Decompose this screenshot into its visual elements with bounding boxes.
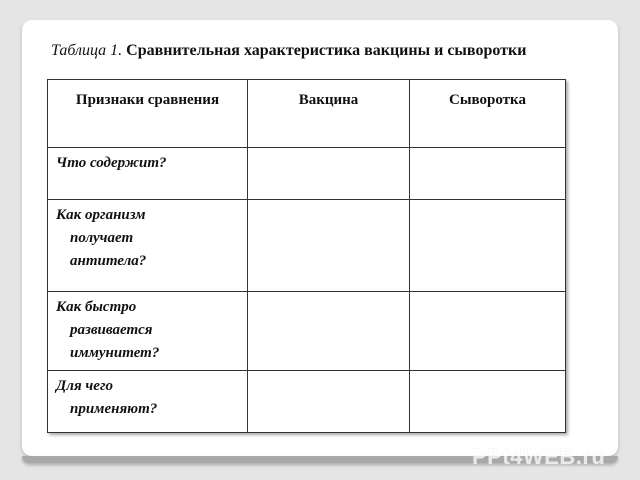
row-label-line: Как организм: [56, 207, 146, 223]
row-label-line: антитела?: [70, 253, 147, 269]
row-label-line: Что содержит?: [56, 155, 167, 171]
row-label-line: развивается: [70, 322, 153, 338]
watermark: PPt4WEB.ru: [472, 444, 606, 469]
comparison-table: [47, 79, 566, 433]
table-row: [48, 371, 566, 433]
caption-title: Сравнительная характеристика вакцины и сыворотки: [126, 42, 527, 59]
cell-vaccine: [248, 148, 410, 200]
row-label-contents: [48, 148, 248, 200]
cell-serum: [410, 371, 566, 433]
table-row: [48, 292, 566, 371]
caption-lead: Таблица 1.: [51, 42, 123, 59]
table-caption: [51, 42, 526, 60]
row-label-line: иммунитет?: [70, 345, 160, 361]
row-label-line: Как быстро: [56, 299, 137, 315]
row-label-line: Для чего: [56, 378, 113, 394]
header-serum: Сыворотка: [410, 80, 566, 148]
cell-vaccine: [248, 200, 410, 292]
header-vaccine: Вакцина: [248, 80, 410, 148]
row-label-immunity-speed: [48, 292, 248, 371]
table-row: [48, 148, 566, 200]
row-label-purpose: [48, 371, 248, 433]
cell-vaccine: [248, 292, 410, 371]
cell-vaccine: [248, 371, 410, 433]
cell-serum: [410, 148, 566, 200]
table-row: [48, 200, 566, 292]
row-label-antibodies: [48, 200, 248, 292]
row-label-line: применяют?: [70, 401, 158, 417]
row-label-line: получает: [70, 230, 134, 246]
cell-serum: [410, 200, 566, 292]
table-header-row: [48, 80, 566, 148]
header-criteria: Признаки сравнения: [48, 80, 248, 148]
cell-serum: [410, 292, 566, 371]
